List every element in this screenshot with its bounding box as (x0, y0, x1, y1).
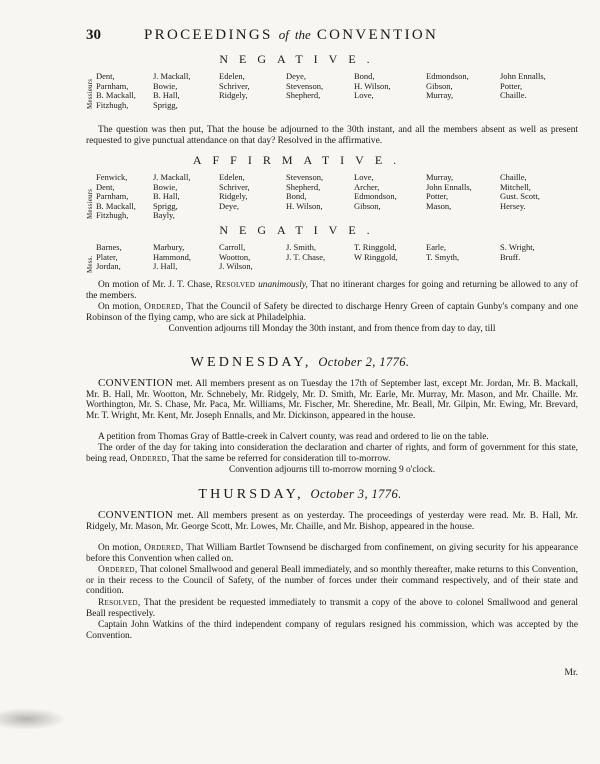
member-name: Bowie, (153, 80, 178, 91)
vote-column (426, 243, 459, 262)
member-name: B. Mackall, (96, 200, 136, 211)
member-name: Ridgely, (219, 191, 248, 201)
member-name: Chaille. (500, 90, 527, 100)
thursday-watkins-paragraph: Captain John Watkins of the third independent company of regulars resigned his commission, which was accepted by the Convention. (86, 620, 578, 641)
member-name: Parnham, (96, 80, 129, 91)
member-name: Deye, (219, 200, 240, 211)
vote-column (426, 72, 469, 101)
vote-column (500, 243, 535, 262)
member-name: Murray, (426, 172, 454, 182)
member-name: Chaille, (500, 172, 527, 182)
member-name: Archer, (354, 181, 380, 192)
vote-column (96, 173, 136, 221)
member-name: Carroll, (219, 242, 246, 252)
vote-column (219, 173, 250, 211)
member-name: J. Wilson, (219, 261, 253, 271)
member-name: Shepherd, (286, 181, 321, 192)
member-name: Fitzhugh, (96, 210, 129, 220)
member-name: Hersey. (500, 200, 526, 211)
member-name: Murray, (426, 90, 454, 100)
member-name: Dent, (96, 71, 115, 81)
member-name: Stevenson, (286, 172, 324, 182)
vote-column (500, 173, 540, 211)
vote-column (286, 243, 325, 262)
member-name: J. Mackall, (153, 172, 191, 182)
member-name: Fitzhugh, (96, 99, 129, 110)
thursday-transmit-paragraph: Resolved, That the president be requested immediately to transmit a copy of the above to colonel Smallwood and general Beall respectively. (86, 598, 578, 619)
member-name: Bowie, (153, 181, 178, 192)
catchword: Mr. (564, 668, 578, 678)
member-name: John Ennalls, (500, 71, 546, 81)
day-heading-wednesday: WEDNESDAY, October 2, 1776. (190, 355, 410, 370)
member-name: Potter, (426, 191, 449, 201)
member-name: Dent, (96, 181, 115, 192)
member-name: Barnes, (96, 242, 122, 252)
wednesday-order-paragraph: The order of the day for taking into consideration the declaration and charter of rights, and form of government for this state, being read, Ordered, That the same be referred for consideration till to-morrow. (86, 443, 578, 464)
member-name: Bruff. (500, 251, 521, 262)
member-name: B. Hall, (153, 90, 180, 100)
wednesday-attendance-paragraph: CONVENTION met. All members present as on Tuesday the 17th of September last, except Mr. Jordan, Mr. B. Mackall, Mr. B. Hall, Mr. Wootton, Mr. Schnebely, Mr. Ridgely, Mr. D. Smith, Mr. Earle, Mr. Murray, Mr. Mason, and Mr. Chaille. Mr. Worthington, Mr. S. Chase, Mr. Paca, Mr. Williams, Mr. Fischer, Mr. Sheredine, Mr. Beall, Mr. Gilpin, Mr. Ewing, Mr. Brevard, Mr. T. Wright, Mr. Kent, Mr. Joseph Ennalls, and Mr. Dickinson, appeared in the house. (86, 377, 579, 421)
vote-heading-negative-1: NEGATIVE. (219, 52, 381, 66)
ink-smudge (0, 708, 66, 730)
vote-column (354, 72, 391, 101)
vote-column (286, 72, 323, 101)
wednesday-petition-paragraph: A petition from Thomas Gray of Battle-creek in Calvert county, was read and ordered to lie on the table. (98, 432, 489, 442)
vote-column (354, 243, 398, 262)
member-name: Hammond, (153, 251, 192, 262)
page-header (86, 27, 586, 47)
member-name: J. Smith, (286, 242, 316, 252)
thursday-townsend-paragraph: On motion, Ordered, That William Bartlet Townsend be discharged from confinement, on giving security for his appearance before this Convention when called on. (86, 543, 578, 564)
vote-names-negative-2 (96, 243, 566, 275)
vote-column (153, 243, 191, 272)
member-name: J. Mackall, (153, 71, 191, 81)
member-name: Schriver, (219, 80, 250, 91)
vote-column (500, 72, 546, 101)
vote-column (286, 173, 323, 211)
member-name: Jordan, (96, 261, 121, 271)
member-name: S. Wright, (500, 242, 535, 252)
vote-names-affirmative (96, 173, 566, 223)
member-name: Fenwick, (96, 172, 128, 182)
member-name: Love, (354, 90, 374, 100)
vote-column (96, 72, 136, 110)
page-number: 30 (86, 27, 101, 43)
member-name: H. Wilson, (286, 200, 323, 211)
member-name: Sprigg, (153, 99, 178, 110)
vote-side-label-2: Messieurs (86, 188, 94, 219)
member-name: Gibson, (426, 80, 453, 91)
member-name: John Ennalls, (426, 181, 472, 192)
member-name: Edelen, (219, 71, 245, 81)
vote-column (96, 243, 122, 272)
member-name: Potter, (500, 80, 523, 91)
vote-side-label-1: Messieurs (86, 78, 94, 109)
question-paragraph: The question was then put, That the house be adjourned to the 30th instant, and all the members absent as well as present requested to give punctual attendance on that day? Resolved in the affirmative. (86, 125, 578, 146)
member-name: Bayly, (153, 210, 175, 220)
thursday-attendance-paragraph: CONVENTION met. All members present as on yesterday. The proceedings of yesterday were read. Mr. B. Hall, Mr. Ridgely, Mr. Mason, Mr. George Scott, Mr. Lowes, Mr. Chaille, and Mr. Bishop, appeared in the house. (86, 509, 579, 532)
member-name: Deye, (286, 71, 307, 81)
vote-side-label-3: Mess. (86, 255, 94, 273)
member-name: J. T. Chase, (286, 251, 326, 262)
member-name: T. Smyth, (426, 251, 460, 262)
vote-column (426, 173, 472, 211)
vote-column (219, 243, 253, 272)
member-name: Mason, (426, 200, 452, 211)
member-name: W Ringgold, (354, 251, 398, 262)
member-name: J. Hall, (153, 261, 178, 271)
member-name: Wootton, (219, 251, 251, 262)
motion-green-paragraph: On motion, Ordered, That the Council of Safety be directed to discharge Henry Green of captain Gunby's company and one Robinson of the flying camp, who are sick at Philadelphia. (86, 302, 578, 323)
running-head: PROCEEDINGS of the CONVENTION (144, 27, 439, 43)
vote-heading-negative-2: NEGATIVE. (219, 223, 381, 237)
member-name: Schriver, (219, 181, 250, 192)
member-name: Love, (354, 172, 374, 182)
adjournment-line-2: Convention adjourns till to-morrow morning 9 o'clock. (228, 465, 436, 475)
member-name: Ridgely, (219, 90, 248, 100)
member-name: B. Hall, (153, 191, 180, 201)
member-name: Earle, (426, 242, 447, 252)
member-name: Gibson, (354, 200, 381, 211)
vote-names-negative-1 (96, 72, 566, 112)
vote-column (153, 173, 191, 221)
member-name: B. Mackall, (96, 90, 136, 100)
member-name: Bond, (286, 191, 307, 201)
member-name: Shepherd, (286, 90, 321, 100)
member-name: Marbury, (153, 242, 185, 252)
member-name: Parnham, (96, 191, 129, 201)
vote-heading-affirmative: AFFIRMATIVE. (192, 153, 408, 167)
member-name: Sprigg, (153, 200, 178, 211)
vote-column (153, 72, 191, 110)
member-name: Bond, (354, 71, 375, 81)
adjournment-line-1: Convention adjourns till Monday the 30th instant, and from thence from day to day, till (168, 324, 496, 334)
member-name: Mitchell, (500, 181, 531, 192)
member-name: Stevenson, (286, 80, 324, 91)
day-heading-thursday: THURSDAY, October 3, 1776. (198, 487, 402, 502)
motion-chase-paragraph: On motion of Mr. J. T. Chase, Resolved unanimously, That no itinerant charges for going and returning be allowed to any of the members. (86, 280, 578, 301)
thursday-returns-paragraph: Ordered, That colonel Smallwood and general Beall immediately, and so monthly thereafter, make returns to this Convention, or in their recess to the Council of Safety, of the number of forces under their command respectively, and of their state and condition. (86, 565, 578, 597)
member-name: Edmondson, (354, 191, 397, 201)
member-name: H. Wilson, (354, 80, 391, 91)
member-name: Edelen, (219, 172, 245, 182)
vote-column (354, 173, 397, 211)
member-name: T. Ringgold, (354, 242, 397, 252)
member-name: Gust. Scott, (500, 191, 540, 201)
member-name: Plater, (96, 251, 118, 262)
vote-column (219, 72, 250, 101)
member-name: Edmondson, (426, 71, 469, 81)
